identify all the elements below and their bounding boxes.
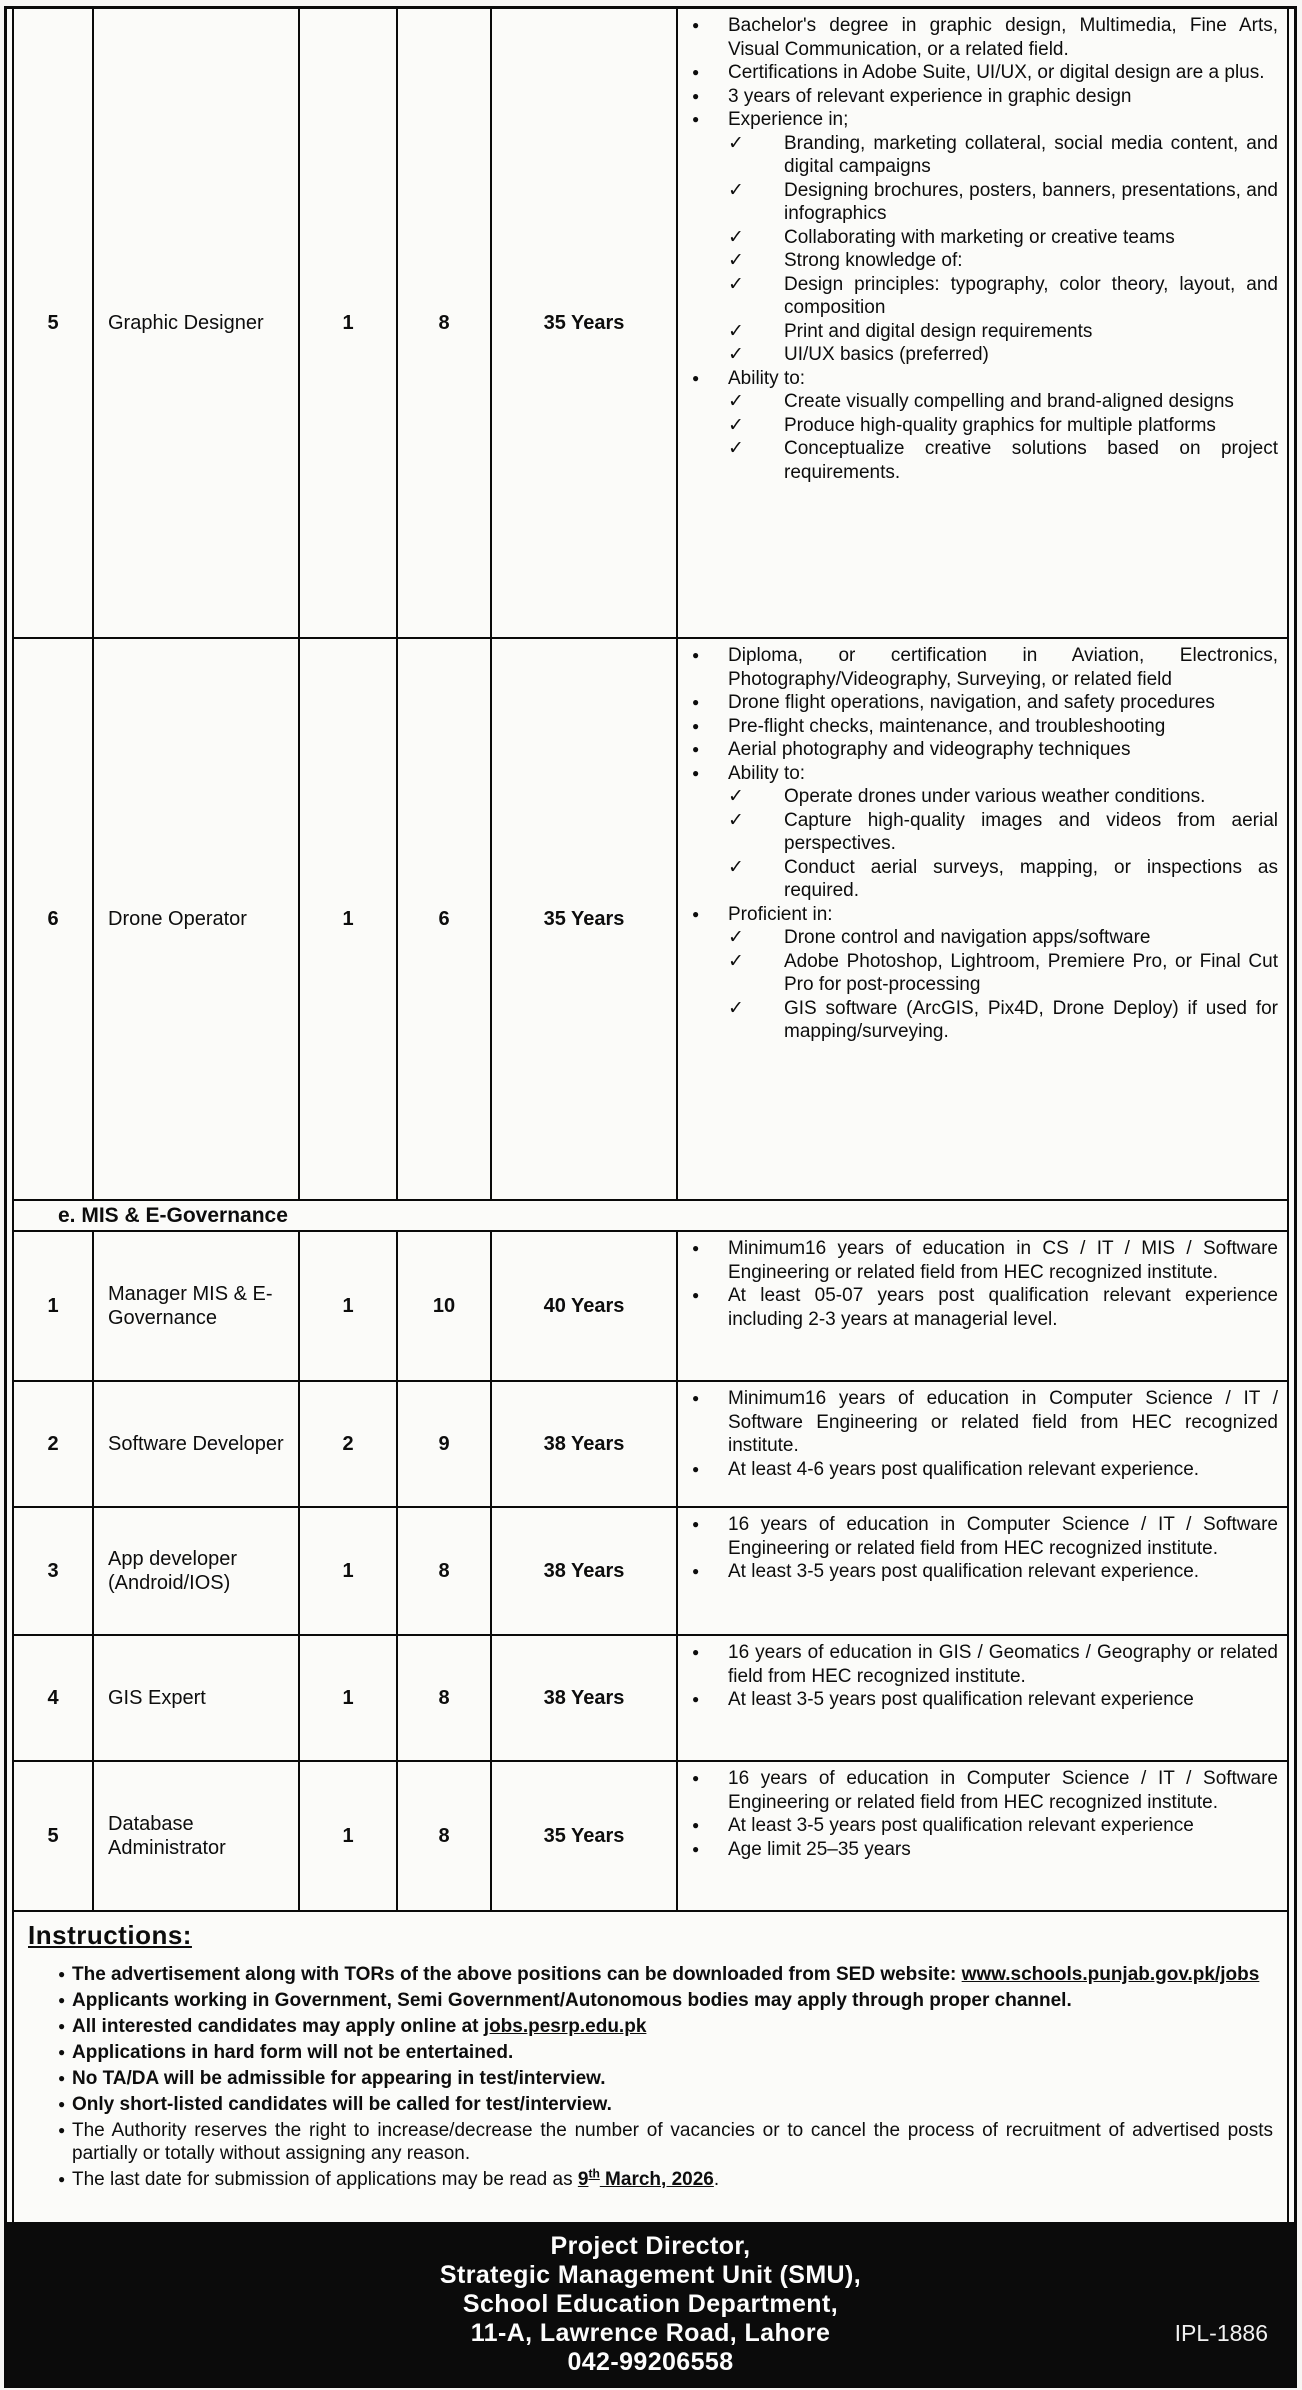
requirement-text: At least 3-5 years post qualification relevant experience xyxy=(728,1689,1194,1710)
link-text: www.schools.punjab.gov.pk/jobs xyxy=(961,1964,1260,1985)
vacancies-cell: 2 xyxy=(300,1382,398,1506)
table-row xyxy=(14,1508,1287,1636)
text-part: The advertisement along with TORs of the above positions can be downloaded from SED website: xyxy=(72,1964,962,1985)
check-icon: ✓ xyxy=(728,414,744,436)
bullet-icon: ● xyxy=(58,2071,66,2085)
requirement-text: At least 05-07 years post qualification relevant experience including 2-3 years at managerial level. xyxy=(728,1285,1278,1330)
section-header-label: e. MIS & E-Governance xyxy=(58,1204,288,1227)
bullet-icon: ● xyxy=(692,1645,700,1659)
requirement-item xyxy=(678,273,1287,320)
requirement-text: Design principles: typography, color theory, layout, and composition xyxy=(784,273,1278,318)
requirement-text: UI/UX basics (preferred) xyxy=(784,344,989,365)
requirement-text: 16 years of education in Computer Science / IT / Software Engineering or related field from HEC recognized institute. xyxy=(728,1768,1278,1813)
link-text: jobs.pesrp.edu.pk xyxy=(483,2016,647,2037)
text-part: The Authority reserves the right to increase/decrease the number of vacancies or to cancel the process of recruitment of advertised posts partially or totally without assigning any reason. xyxy=(72,2120,1273,2164)
requirement-text: Collaborating with marketing or creative teams xyxy=(784,226,1175,248)
requirements-cell xyxy=(678,1508,1287,1634)
vacancies-cell: 1 xyxy=(300,639,398,1199)
requirement-text: 3 years of relevant experience in graphic design xyxy=(728,85,1132,107)
bullet-icon: ● xyxy=(692,906,700,921)
requirement-item xyxy=(678,226,1287,250)
bullet-icon: ● xyxy=(692,1692,700,1706)
requirements-cell xyxy=(678,639,1287,1199)
bullet-icon: ● xyxy=(58,1967,66,1981)
vacancies-cell: 1 xyxy=(300,1232,398,1380)
instruction-item xyxy=(28,2093,1277,2116)
requirement-item xyxy=(678,414,1287,438)
check-icon: ✓ xyxy=(728,250,744,271)
bps-cell: 8 xyxy=(398,1508,492,1634)
link-text: 9 xyxy=(577,2169,589,2190)
requirement-text: Drone control and navigation apps/software xyxy=(784,927,1151,948)
requirement-text: Bachelor's degree in graphic design, Multimedia, Fine Arts, Visual Communication, or a related field. xyxy=(728,15,1278,60)
table-row xyxy=(14,639,1287,1201)
requirements-cell xyxy=(678,1232,1287,1380)
requirement-item xyxy=(678,1387,1287,1458)
position-title-cell: Database Administrator xyxy=(94,1762,300,1910)
bps-cell: 9 xyxy=(398,1382,492,1506)
requirement-item xyxy=(678,1284,1287,1331)
serial-cell: 6 xyxy=(14,639,94,1199)
instruction-text xyxy=(72,1989,1277,2012)
bullet-icon: ● xyxy=(692,1771,700,1785)
requirement-text: Branding, marketing collateral, social media content, and digital campaigns xyxy=(784,132,1278,177)
table-row xyxy=(14,1232,1287,1382)
requirement-item xyxy=(678,762,1287,786)
age-limit-cell: 35 Years xyxy=(492,1762,678,1910)
bps-cell: 8 xyxy=(398,1762,492,1910)
requirement-item xyxy=(678,738,1287,762)
footer-line: 11-A, Lawrence Road, Lahore xyxy=(470,2319,831,2347)
requirement-text: Proficient in: xyxy=(728,903,833,925)
link-text: March, 2026 xyxy=(599,2169,714,2190)
text-part: . xyxy=(713,2169,720,2190)
check-icon: ✓ xyxy=(728,856,744,878)
requirement-text: Minimum16 years of education in Computer Science / IT / Software Engineering or related field from HEC recognized institute. xyxy=(728,1388,1278,1456)
requirement-item xyxy=(678,437,1287,484)
requirement-text: Ability to: xyxy=(728,762,806,784)
requirements-cell xyxy=(678,1382,1287,1506)
bullet-icon: ● xyxy=(58,2045,66,2059)
requirement-text: Pre-flight checks, maintenance, and troubleshooting xyxy=(728,715,1166,737)
check-icon: ✓ xyxy=(728,344,744,365)
instruction-item xyxy=(28,2168,1277,2191)
requirement-item xyxy=(678,1814,1287,1838)
bps-cell: 8 xyxy=(398,1636,492,1760)
vacancies-cell: 1 xyxy=(300,9,398,637)
requirement-item xyxy=(678,1458,1287,1482)
check-icon: ✓ xyxy=(728,179,744,201)
footer-line: School Education Department, xyxy=(462,2290,839,2318)
positions-table xyxy=(14,9,1287,1912)
bullet-icon: ● xyxy=(692,1288,700,1302)
age-limit-cell: 35 Years xyxy=(492,9,678,637)
text-part: No TA/DA will be admissible for appearing in test/interview. xyxy=(72,2068,606,2089)
instruction-item xyxy=(28,1963,1277,1986)
requirement-text: Ability to: xyxy=(728,367,806,389)
instruction-item xyxy=(28,2015,1277,2038)
requirement-text: Designing brochures, posters, banners, presentations, and infographics xyxy=(784,179,1278,224)
link-text: th xyxy=(588,2166,600,2181)
check-icon: ✓ xyxy=(728,438,744,459)
footer-line: 042-99206558 xyxy=(567,2348,734,2376)
serial-cell: 1 xyxy=(14,1232,94,1380)
requirement-item xyxy=(678,85,1287,109)
bullet-icon: ● xyxy=(692,742,700,756)
requirement-text: Create visually compelling and brand-aligned designs xyxy=(784,391,1234,412)
requirement-item xyxy=(678,1688,1287,1712)
requirement-text: Produce high-quality graphics for multiple platforms xyxy=(784,414,1216,436)
requirement-item xyxy=(678,1641,1287,1688)
requirement-item xyxy=(678,691,1287,715)
requirement-item xyxy=(678,14,1287,61)
instruction-text xyxy=(72,2168,1277,2191)
instruction-text xyxy=(72,2067,1277,2090)
age-limit-cell: 38 Years xyxy=(492,1382,678,1506)
requirement-item xyxy=(678,644,1287,691)
footer-line: Strategic Management Unit (SMU), xyxy=(439,2261,862,2289)
requirement-text: 16 years of education in GIS / Geomatics / Geography or related field from HEC recognized institute. xyxy=(728,1642,1278,1687)
requirement-item xyxy=(678,320,1287,344)
position-title-cell: Drone Operator xyxy=(94,639,300,1199)
requirement-text: At least 3-5 years post qualification relevant experience. xyxy=(728,1561,1200,1582)
text-part: Applications in hard form will not be entertained. xyxy=(72,2042,514,2063)
requirement-text: Adobe Photoshop, Lightroom, Premiere Pro, or Final Cut Pro for post-processing xyxy=(784,950,1278,995)
section-header-row xyxy=(14,1201,1287,1232)
requirement-item xyxy=(678,179,1287,226)
requirement-text: Diploma, or certification in Aviation, Electronics, Photography/Videography, Surveying, or related field xyxy=(728,645,1278,690)
position-title-cell: App developer (Android/IOS) xyxy=(94,1508,300,1634)
requirement-item xyxy=(678,132,1287,179)
requirement-text: Aerial photography and videography techniques xyxy=(728,739,1131,760)
bullet-icon: ● xyxy=(692,765,700,780)
requirement-text: At least 3-5 years post qualification relevant experience xyxy=(728,1815,1194,1836)
check-icon: ✓ xyxy=(728,226,744,248)
bullet-icon: ● xyxy=(692,1517,700,1531)
requirement-item xyxy=(678,390,1287,414)
footer-block xyxy=(7,2222,1294,2385)
requirement-text: Certifications in Adobe Suite, UI/UX, or digital design are a plus. xyxy=(728,62,1265,83)
position-title-cell: Graphic Designer xyxy=(94,9,300,637)
instruction-item xyxy=(28,2067,1277,2090)
bullet-icon: ● xyxy=(58,2123,66,2137)
text-part: The last date for submission of applications may be read as xyxy=(72,2169,578,2190)
footer-lines xyxy=(7,2232,1294,2377)
requirement-item xyxy=(678,1237,1287,1284)
requirement-item xyxy=(678,950,1287,997)
requirement-item xyxy=(678,343,1287,367)
bullet-icon: ● xyxy=(692,112,700,126)
age-limit-cell: 35 Years xyxy=(492,639,678,1199)
instruction-text xyxy=(72,2093,1277,2116)
bps-cell: 10 xyxy=(398,1232,492,1380)
bullet-icon: ● xyxy=(692,648,700,662)
table-row xyxy=(14,1382,1287,1508)
instruction-item xyxy=(28,2119,1277,2165)
ad-code: IPL-1886 xyxy=(1174,2320,1268,2346)
ad-frame xyxy=(4,6,1297,2388)
table-row xyxy=(14,9,1287,639)
requirement-item xyxy=(678,61,1287,85)
requirement-text: Capture high-quality images and videos from aerial perspectives. xyxy=(784,809,1278,854)
requirement-text: Experience in; xyxy=(728,109,849,130)
footer-line: Project Director, xyxy=(550,2232,751,2260)
requirement-text: Operate drones under various weather conditions. xyxy=(784,786,1206,807)
requirement-item xyxy=(678,1838,1287,1862)
position-title-cell: Manager MIS & E-Governance xyxy=(94,1232,300,1380)
vacancies-cell: 1 xyxy=(300,1762,398,1910)
requirement-text: Conceptualize creative solutions based on project requirements. xyxy=(784,438,1278,483)
vacancies-cell: 1 xyxy=(300,1636,398,1760)
bullet-icon: ● xyxy=(692,718,700,733)
position-title-cell: Software Developer xyxy=(94,1382,300,1506)
requirement-text: Print and digital design requirements xyxy=(784,320,1093,342)
check-icon: ✓ xyxy=(728,809,744,831)
text-part: Applicants working in Government, Semi Government/Autonomous bodies may apply through proper channel. xyxy=(72,1990,1072,2011)
requirement-item xyxy=(678,367,1287,391)
bullet-icon: ● xyxy=(692,370,700,385)
bullet-icon: ● xyxy=(692,65,700,79)
text-part: Only short-listed candidates will be called for test/interview. xyxy=(72,2094,612,2115)
requirement-item xyxy=(678,903,1287,927)
bullet-icon: ● xyxy=(692,1241,700,1255)
requirement-text: At least 4-6 years post qualification relevant experience. xyxy=(728,1458,1200,1480)
requirement-item xyxy=(678,108,1287,132)
check-icon: ✓ xyxy=(728,391,744,412)
table-row xyxy=(14,1762,1287,1912)
check-icon: ✓ xyxy=(728,927,744,948)
bullet-icon: ● xyxy=(58,2097,66,2111)
requirement-item xyxy=(678,856,1287,903)
serial-cell: 5 xyxy=(14,1762,94,1910)
instruction-text xyxy=(72,2015,1277,2038)
age-limit-cell: 38 Years xyxy=(492,1636,678,1760)
serial-cell: 5 xyxy=(14,9,94,637)
bullet-icon: ● xyxy=(692,1564,700,1578)
age-limit-cell: 40 Years xyxy=(492,1232,678,1380)
requirement-item xyxy=(678,809,1287,856)
table-row xyxy=(14,1636,1287,1762)
bullet-icon: ● xyxy=(692,695,700,709)
bps-cell: 6 xyxy=(398,639,492,1199)
position-title-cell: GIS Expert xyxy=(94,1636,300,1760)
requirement-item xyxy=(678,1513,1287,1560)
instruction-item xyxy=(28,1989,1277,2012)
check-icon: ✓ xyxy=(728,132,744,154)
instruction-text xyxy=(72,2041,1277,2064)
bullet-icon: ● xyxy=(58,2172,66,2186)
requirements-cell xyxy=(678,1762,1287,1910)
requirement-text: GIS software (ArcGIS, Pix4D, Drone Deploy) if used for mapping/surveying. xyxy=(784,997,1278,1042)
requirement-item xyxy=(678,997,1287,1044)
age-limit-cell: 38 Years xyxy=(492,1508,678,1634)
instruction-text xyxy=(72,1963,1277,1986)
serial-cell: 4 xyxy=(14,1636,94,1760)
bps-cell: 8 xyxy=(398,9,492,637)
requirement-item xyxy=(678,715,1287,739)
requirement-text: Drone flight operations, navigation, and safety procedures xyxy=(728,692,1215,713)
instructions-list xyxy=(28,1963,1277,2191)
bullet-icon: ● xyxy=(692,1461,700,1476)
bullet-icon: ● xyxy=(692,1391,700,1405)
requirement-item xyxy=(678,249,1287,273)
requirement-item xyxy=(678,1560,1287,1584)
bullet-icon: ● xyxy=(692,18,700,32)
text-part: All interested candidates may apply online at xyxy=(72,2016,484,2037)
bullet-icon: ● xyxy=(58,2019,66,2033)
bullet-icon: ● xyxy=(58,1993,66,2007)
bullet-icon: ● xyxy=(692,88,700,103)
bullet-icon: ● xyxy=(692,1841,700,1856)
instruction-item xyxy=(28,2041,1277,2064)
check-icon: ✓ xyxy=(728,320,744,342)
check-icon: ✓ xyxy=(728,273,744,295)
requirement-text: Minimum16 years of education in CS / IT / MIS / Software Engineering or related field from HEC recognized institute. xyxy=(728,1238,1278,1283)
ad-inner xyxy=(12,9,1289,2385)
requirement-text: Age limit 25–35 years xyxy=(728,1838,911,1860)
vacancies-cell: 1 xyxy=(300,1508,398,1634)
check-icon: ✓ xyxy=(728,997,744,1019)
requirement-item xyxy=(678,926,1287,950)
requirement-item xyxy=(678,1767,1287,1814)
requirement-text: Strong knowledge of: xyxy=(784,250,963,271)
serial-cell: 2 xyxy=(14,1382,94,1506)
instructions-heading: Instructions: xyxy=(28,1920,192,1950)
requirements-cell xyxy=(678,9,1287,637)
instructions-section xyxy=(14,1912,1287,2194)
check-icon: ✓ xyxy=(728,950,744,972)
serial-cell: 3 xyxy=(14,1508,94,1634)
check-icon: ✓ xyxy=(728,786,744,807)
requirement-text: 16 years of education in Computer Science / IT / Software Engineering or related field from HEC recognized institute. xyxy=(728,1514,1278,1559)
instruction-text xyxy=(72,2119,1277,2165)
requirements-cell xyxy=(678,1636,1287,1760)
requirement-text: Conduct aerial surveys, mapping, or inspections as required. xyxy=(784,856,1278,901)
requirement-item xyxy=(678,785,1287,809)
bullet-icon: ● xyxy=(692,1818,700,1832)
